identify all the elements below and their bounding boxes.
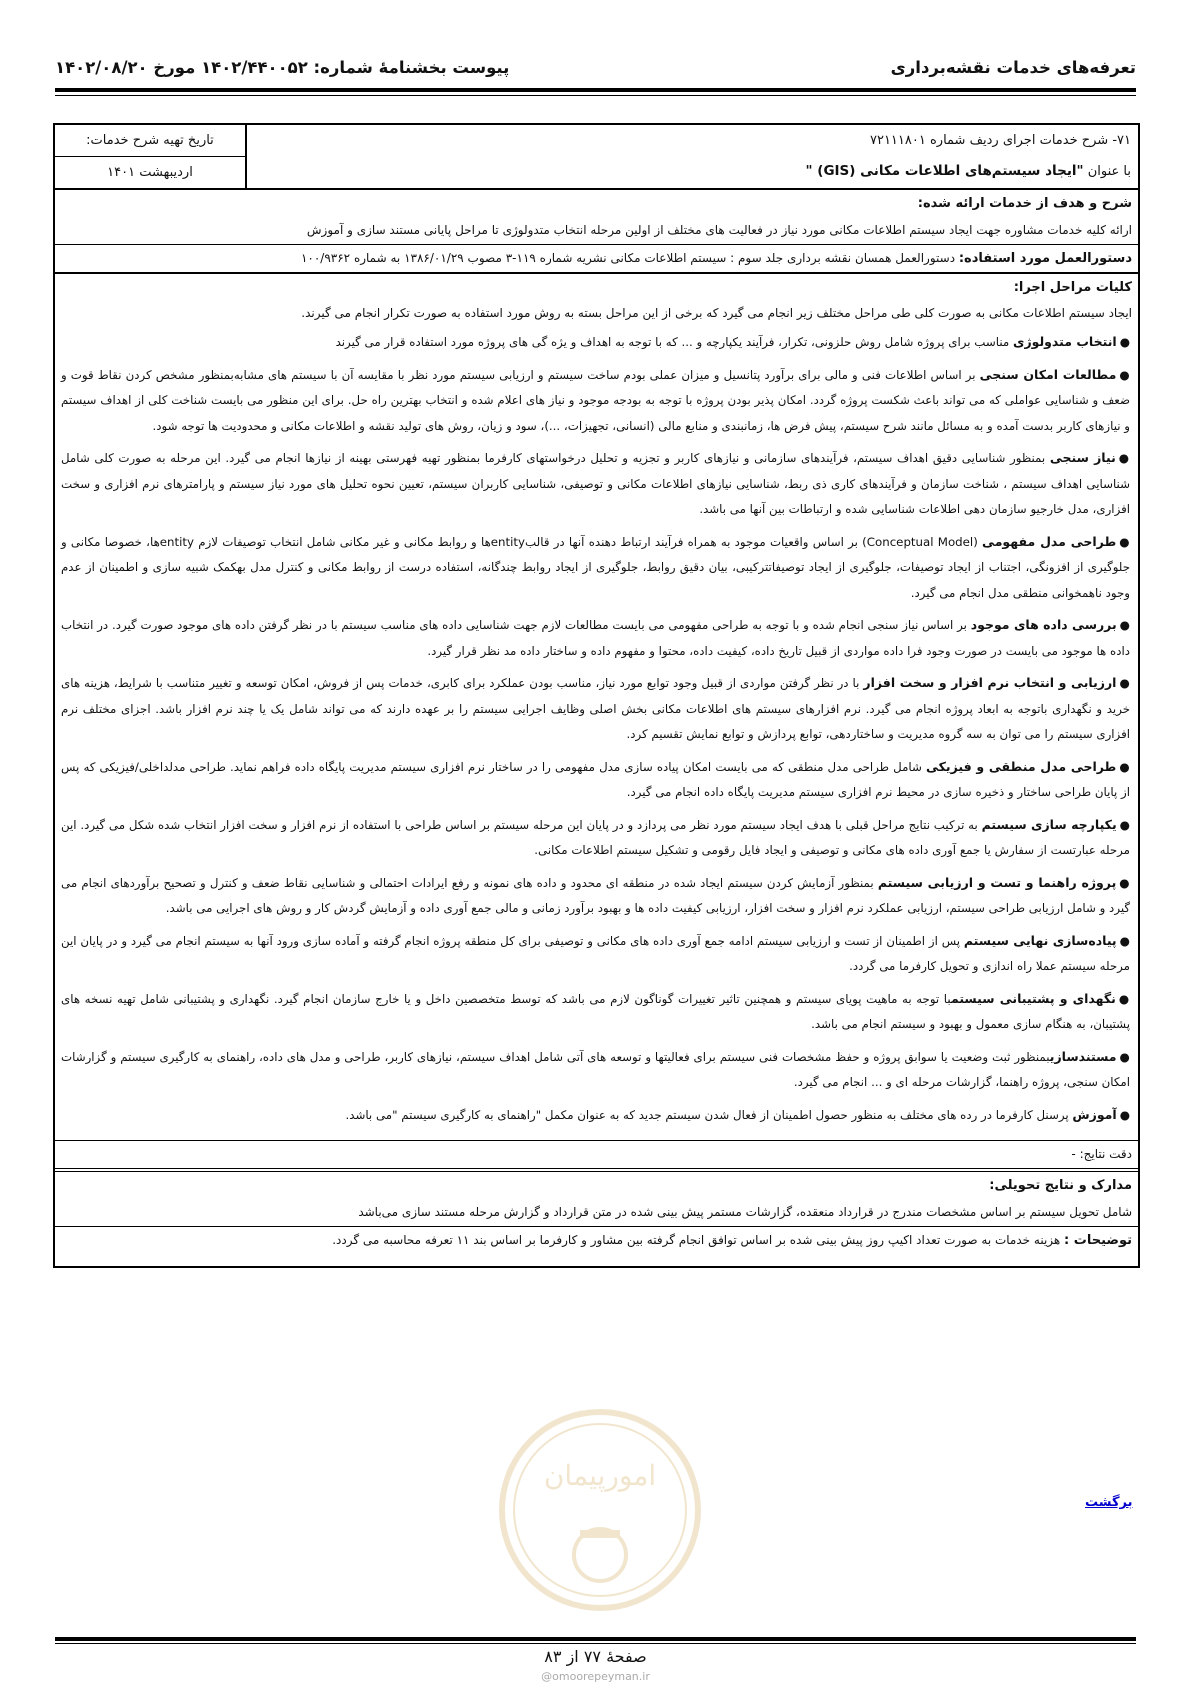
service-title-bold: "ایجاد سیستم‌های اطلاعات مکانی (GIS) " [805,163,1084,179]
bullet-icon: ● [1118,451,1130,465]
bullet-icon: ● [1119,367,1130,382]
bullet-icon: ● [1119,534,1131,549]
stage-title: آموزش [1072,1106,1117,1122]
stage-item [61,329,1132,356]
deliverables-section [55,1172,1138,1227]
stage-title: یکپارچه سازی سیستم [981,816,1117,832]
site-watermark: @omoorepeyman.ir [541,1670,650,1683]
title-row [55,125,1138,190]
stages-heading: کلیات مراحل اجرا: [1013,280,1132,295]
purpose-heading: شرح و هدف از خدمات ارائه شده: [917,196,1132,211]
standard-label: دستورالعمل مورد استفاده: [958,251,1132,266]
stage-title: مستندسازی [1049,1048,1117,1064]
header-rule [55,88,1136,92]
stage-title: پروژه راهنما و تست و ارزیابی سیستم [877,874,1117,890]
header-title: تعرفه‌های خدمات نقشه‌برداری [890,58,1136,77]
stage-item [61,529,1132,607]
circular-reference: پیوست بخشنامهٔ شماره: ۱۴۰۲/۴۴۰۰۵۲ مورخ ۱۴۰۲/۰۸/۲۰ [55,58,510,77]
bullet-icon: ● [1119,933,1131,948]
stage-title: پیاده‌سازی نهایی سیستم [963,932,1117,948]
stages-section [55,274,1138,1141]
bullet-icon: ● [1118,991,1131,1006]
stage-item [61,928,1132,980]
stage-text: بمنظور شناسایی دقیق اهداف سیستم، فرآیندهای سازمانی و نیازهای کاربر و تجزیه و تحلیل درخواستهای کارفرما بمنظور تهیه فهرستی بهینه از نیازها انجام می گیرد. این مرحله به صورت کلی شامل شناسایی اهداف سیستم ، شناخت سازمان و فرآیندهای کاری ذی ربط، شناسایی نیازهای اطلاعات مکانی و توصیفی، شناسایی کاربران سیستم، تعیین نحوه تحلیل های مورد نیاز سیستم و پارامترهای نرم افزاری و سخت افزاری، مدل خارجیو سازمان دهی اطلاعات شناسایی شده و ارتباطات بین آنها می باشد. [61,451,1130,516]
stage-title: نگهدای و پشتیبانی سیستم [950,990,1116,1006]
date-cell [55,125,247,188]
page-number: صفحهٔ ۷۷ از ۸۳ [544,1647,647,1666]
stage-text: بمنظور ثبت وضعیت یا سوابق پروژه و حفظ مشخصات فنی سیستم برای فعالیتها و توسعه های آتی شامل اهداف سیستم، نیازهای کاربر، طراحی و مدل های داده، راهنمای به کارگیری سیستم و گزارشات امکان سنجی، پروژه راهنما، گزارشات مرحله ای و ... انجام می گیرد. [61,1049,1130,1089]
deliverables-text: شامل تحویل سیستم بر اساس مشخصات مندرج در قرارداد منعقده، گزارشات مستمر پیش بینی شده در متن قرارداد و گزارش مرحله مستند سازی می‌باشد [358,1205,1132,1219]
stage-title: طراحی مدل مفهومی [982,533,1117,549]
stage-title: طراحی مدل منطقی و فیزیکی [926,758,1117,774]
stage-item [61,812,1132,864]
bullet-icon: ● [1119,1049,1131,1064]
stage-item [61,1102,1132,1129]
notes-text: هزینه خدمات به صورت تعداد اکیپ روز پیش بینی شده بر اساس توافق انجام گرفته بین مشاور و کارفرما بر اساس بند ۱۱ تعرفه محاسبه می گردد. [332,1233,1065,1247]
stage-text: بمنظور آزمایش کردن سیستم ایجاد شده در منطقه ای محدود و داده های نمونه و رفع ایرادات احتمالی و شناسایی نقاط ضعف و کنترل و تصحیح برآوردهای انجام می گیرد و شامل ارزیابی طراحی سیستم، ارزیابی عملکرد نرم افزار و سخت افزار، ارزیابی کیفیت داده ها و بهبود برآورد زمانی و مالی جمع آوری داده و آزمایش گردش کار و روش های اجرایی می باشد. [61,875,1130,915]
notes-label: توضیحات : [1064,1233,1132,1248]
bullet-icon: ● [1119,817,1131,832]
stage-list [61,329,1132,1128]
purpose-text: ارائه کلیه خدمات مشاوره جهت ایجاد سیستم اطلاعات مکانی مورد نیاز در فعالیت های مختلف از اولین مرحله انتخاب متدولوژی تا مراحل پایانی مستند سازی و آموزش [306,223,1132,237]
stage-text: شامل طراحی مدل منطقی که می بایست امکان پیاده سازی مدل مفهومی را در ساختار نرم افزاری سیستم مدیریت پایگاه داده فراهم نماید. طراحی مدلداخلی/فیزیکی که پس از پایان طراحی ساختار و ذخیره سازی در محیط نرم افزاری سیستم مدیریت پایگاه داده انجام می گیرد. [61,759,1130,799]
deliverables-heading: مدارک و نتایج تحویلی: [989,1178,1132,1193]
stage-item [61,870,1132,922]
stage-title: مطالعات امکان سنجی [979,366,1117,382]
date-value: اردیبهشت ۱۴۰۱ [107,165,193,180]
stage-title: بررسی داده های موجود [970,617,1117,632]
footer-rule-thin [55,1643,1136,1644]
stage-item [61,670,1132,748]
stage-item [61,445,1132,523]
service-title-cell [247,125,1138,188]
stage-text: بر اساس نیاز سنجی انجام شده و با توجه به طراحی مفهومی می بایست مطالعات لازم جهت شناسایی داده های مناسب سیستم با در نظر گرفتن داده های موجود صورت گیرد. در انتخاب داده ها موجود می بایست در صورت وجود فرا داده مواردی از قبیل تاریخ داده، کیفیت داده، محتوا و مفهوم داده و ساختار داده مد نظر قرار گیرد. [61,618,1130,658]
notes-section [55,1227,1138,1266]
stage-item [61,986,1132,1038]
stage-item [61,612,1132,664]
purpose-section [55,190,1138,245]
watermark-text: امورپیمان [543,1459,657,1492]
standard-section [55,245,1138,274]
bullet-icon: ● [1119,676,1130,690]
watermark-logo [495,1405,705,1615]
stage-text: به ترکیب نتایج مراحل قبلی با هدف ایجاد سیستم مورد نظر می پردازد و در پایان این مرحله سیستم بر اساس طراحی با استفاده از نرم افزار و سخت افزار انتخاب شده شکل می گیرد. این مرحله عبارتست از سفارش یا جمع آوری داده های مکانی و توصیفی و ایجاد فایل رقومی و تشکیل سیستم اطلاعات مکانی. [61,817,1130,857]
bullet-icon: ● [1119,875,1130,890]
date-label: تاریخ تهیه شرح خدمات: [55,125,245,157]
stage-title: ارزیابی و انتخاب نرم افزار و سخت افزار [863,675,1117,690]
stage-title: نیاز سنجی [1049,450,1116,465]
bullet-icon: ● [1119,759,1130,774]
stage-text: پرسنل کارفرما در رده های مختلف به منظور حصول اطمینان از فعال شدن سیستم جدید که به عنوان مکمل "راهنمای به کارگیری سیستم "می باشد. [345,1107,1073,1122]
stage-text: با توجه به ماهیت پویای سیستم و همچنین تاثیر تغییرات گوناگون لازم می باشد که توسط متخصصین داخل و یا خارج سازمان انجام گیرد. نگهداری و پشتیبانی شامل تهیه نسخه های پشتیبان، به هنگام سازی معمول و بهبود و سیستم انجام می باشد. [61,991,1130,1031]
standard-text: دستورالعمل همسان نقشه برداری جلد سوم : سیستم اطلاعات مکانی نشریه شماره ۱۱۹-۳ مصوب ۱۳۸۶/۰۱/۲۹ به شماره ۱۰۰/۹۳۶۲ [300,251,959,265]
stage-text: (Conceptual Model) بر اساس واقعیات موجود به همراه فرآیند ارتباط دهنده آنها در قالبentityها و روابط مکانی و غیر مکانی شامل انتخاب توصیفات لازم entityها، خصوصا مکانی و جلوگیری از افزونگی، اجتناب از ایجاد توصیفات، جلوگیری از ایجاد توصیفاتترکیبی، بیان دقیق روابط، جلوگیری از ایجاد روابط چندگانه، استفاده درست از روابط مکانی و کنترل مدل بهکمک شبیه سازی و اطمینان از عدم وجود ناهمخوانی منطقی مدل انجام می گیرد. [61,534,1130,600]
header-rule-thin [55,95,1136,96]
stage-text: پس از اطمینان از تست و ارزیابی سیستم ادامه جمع آوری داده های مکانی و توصیفی برای کل منطقه پروژه انجام گرفته و آماده سازی ورود آنها به سیستم انجام می گیرد و در پایان این مرحله سیستم عملا راه اندازی و تحویل کارفرما می گردد. [61,933,1130,973]
bullet-icon: ● [1119,1107,1130,1122]
footer-rule [55,1637,1136,1641]
stage-item [61,1044,1132,1096]
accuracy-text: دقت نتایج: - [1071,1147,1132,1161]
stage-text: بر اساس اطلاعات فنی و مالی برای برآورد پتانسیل و میزان عملی بودم ساخت سیستم و ارزیابی سیستم مورد نظر با مقایسه آن با سیستم های مشابه‌بمنظور مشخص کردن نقاط قوت و ضعف و شناسایی عواملی که می تواند باعث شکست پروژه گردد. امکان پذیر بودن پروژه با توجه به بودجه موجود و نیاز های اعلام شده و انتخاب بهترین راه حل. برای این منظور می بایست شناخت کلی از اهداف سیستم و نیازهای کاربر بدست آمده و به مسائل مانند شرح سیستم، پیش فرض ها، زمانبندی و منابع مالی (انسانی، تجهیزات، ...)، سود و زیان، روش های تولید نقشه و اطلاعات مکانی و محدودیت ها توجه شود. [61,367,1130,433]
bullet-icon: ● [1119,335,1130,349]
page-header [55,58,1136,84]
stage-title: انتخاب متدولوژی [1012,334,1117,349]
stage-text: با در نظر گرفتن مواردی از قبیل وجود توابع مورد نیاز، مناسب بودن عملکرد برای کابری، خدمات پس از فروش، امکان توسعه و تغییر متناسب با شرایط، هزینه های خرید و نگهداری باتوجه به ابعاد پروژه انجام می گیرد. نرم افزارهای سیستم های اطلاعات مکانی بخش اصلی وظایف اجرایی سیستم را بر عهده دارند که می تواند شامل یک یا چند نرم افزار باشد. اجزای مختلف نرم افزاری سیستم را می توان به سه گروه مدیریت و ساختاردهی، توابع پردازش و توابع نمایش تقسیم کرد. [61,676,1130,741]
stages-intro: ایجاد سیستم اطلاعات مکانی به صورت کلی طی مراحل مختلف زیر انجام می گیرد که برخی از این مراحل بسته به روش مورد استفاده به صورت تکرار انجام می گیرند. [301,306,1132,320]
service-row-number: ۷۱- شرح خدمات اجرای ردیف شماره ۷۲۱۱۱۸۰۱ [869,133,1131,148]
stage-text: مناسب برای پروژه شامل روش حلزونی، تکرار، فرآیند یکپارچه و ... که با توجه به اهداف و یژه گی های پروژه مورد استفاده قرار می گیرند [335,335,1013,349]
service-description-table [53,123,1140,1268]
stage-item [61,754,1132,806]
back-link[interactable]: برگشت [1085,1495,1133,1510]
service-title: با عنوان "ایجاد سیستم‌های اطلاعات مکانی (GIS) " [805,163,1131,179]
stage-item [61,362,1132,440]
accuracy-section [55,1141,1138,1169]
bullet-icon: ● [1119,618,1130,632]
